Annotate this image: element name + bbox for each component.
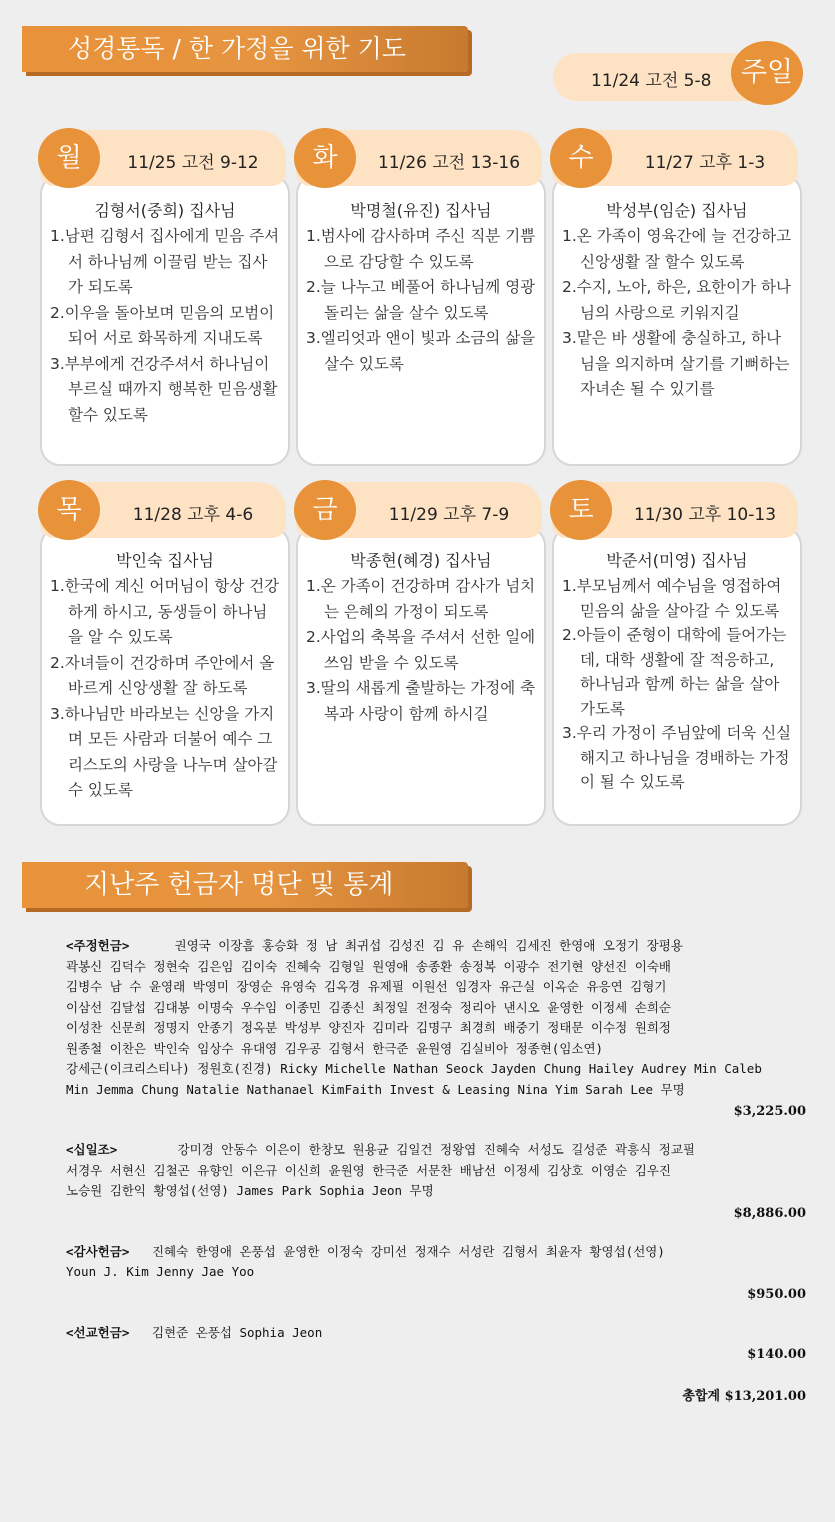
offering-amount: $950.00 bbox=[747, 1286, 806, 1302]
offering-amount: $8,886.00 bbox=[733, 1205, 806, 1221]
donor-names: 권영국 이장흠 홍승화 정 남 최귀섭 김성진 김 유 손해익 김세진 한영애 오정기 장평용 bbox=[174, 938, 683, 953]
category-label: <주정헌금> bbox=[66, 938, 130, 953]
day-badge: 금 bbox=[294, 480, 356, 540]
prayer-list bbox=[42, 224, 288, 428]
donor-names: 김현준 온풍섭 Sophia Jeon bbox=[151, 1324, 323, 1340]
section-title-offerings: 지난주 헌금자 명단 및 통계 bbox=[22, 862, 468, 908]
donor-names: 원종철 이찬은 박인숙 임상수 유대영 김우공 김형서 한극준 윤원영 김실비아 정종현(임소연) bbox=[66, 1040, 604, 1056]
family-name: 박성부(임순) 집사님 bbox=[606, 201, 748, 220]
sunday-reading-ref: 11/24 고전 5-8 bbox=[591, 71, 712, 91]
grand-total: 총합계 $13,201.00 bbox=[682, 1389, 806, 1404]
day-badge: 화 bbox=[294, 128, 356, 188]
prayer-list bbox=[554, 224, 800, 403]
reading-ref: 11/30 고후 10-13 bbox=[633, 505, 777, 525]
donor-names: 강미경 안동수 이은이 한창모 원용균 김일건 정왕엽 진혜숙 서성도 길성준 곽흥식 정교필 bbox=[177, 1142, 695, 1157]
prayer-item: 1.남편 김형서 집사에게 믿음 주셔서 하나님께 이끌림 받는 집사가 되도록 bbox=[50, 227, 280, 296]
prayer-list bbox=[554, 574, 800, 795]
offering-line bbox=[66, 1323, 806, 1344]
prayer-item: 2.수지, 노아, 하은, 요한이가 하나님의 사랑으로 키워지길 bbox=[562, 278, 791, 322]
sunday-day-badge: 주일 bbox=[731, 41, 803, 105]
offering-amount: $140.00 bbox=[747, 1347, 806, 1362]
donor-names: 강세근(이크리스티나) 정원호(진경) Ricky Michelle Nathan Seock Jayden Chung Hailey Audrey Min Caleb bbox=[66, 1061, 762, 1076]
prayer-item: 3.엘리엇과 앤이 빛과 소금의 삶을 살수 있도록 bbox=[306, 329, 536, 373]
family-name: 박명철(유진) 집사님 bbox=[350, 201, 492, 220]
donor-names: 곽봉신 김덕수 정현숙 김은임 김이숙 진혜숙 김형일 원영애 송종환 송정복 이광수 전기현 양선진 이숙배 bbox=[66, 958, 671, 974]
prayer-item: 1.한국에 계신 어머님이 항상 건강하게 하시고, 동생들이 하나님을 알 수 있도록 bbox=[50, 577, 280, 646]
prayer-item: 2.사업의 축복을 주셔서 선한 일에 쓰임 받을 수 있도록 bbox=[306, 628, 536, 672]
prayer-card-body bbox=[296, 526, 546, 826]
reading-ref: 11/25 고전 9-12 bbox=[127, 153, 259, 173]
offering-list bbox=[66, 936, 806, 1404]
prayer-card-body bbox=[40, 526, 290, 826]
prayer-list bbox=[42, 574, 288, 804]
family-name: 김형서(중희) 집사님 bbox=[94, 201, 236, 220]
prayer-list bbox=[298, 224, 544, 377]
day-badge: 월 bbox=[38, 128, 100, 188]
donor-names: Youn J. Kim Jenny Jae Yoo bbox=[66, 1264, 255, 1279]
prayer-card-body bbox=[552, 526, 802, 826]
prayer-item: 3.우리 가정이 주님앞에 더욱 신실해지고 하나님을 경배하는 가정이 될 수 있도록 bbox=[562, 724, 792, 791]
prayer-card-body bbox=[296, 174, 546, 466]
prayer-item: 2.늘 나누고 베풀어 하나님께 영광돌리는 삶을 살수 있도록 bbox=[306, 278, 536, 322]
prayer-item: 1.온 가족이 영육간에 늘 건강하고 신앙생활 잘 할수 있도록 bbox=[562, 227, 792, 271]
donor-names: 이삼선 김달섭 김대봉 이명숙 우수임 이종민 김종신 최정일 전정숙 정리아 낸시오 윤영한 이정세 손희순 bbox=[66, 999, 671, 1015]
offering-category-regular bbox=[66, 936, 806, 1122]
family-name: 박준서(미영) 집사님 bbox=[606, 551, 748, 570]
category-label: <선교헌금> bbox=[66, 1324, 130, 1340]
reading-ref: 11/26 고전 13-16 bbox=[377, 153, 521, 173]
reading-ref: 11/27 고후 1-3 bbox=[644, 153, 766, 173]
donor-names: Min Jemma Chung Natalie Nathanael KimFaith Invest & Leasing Nina Yim Sarah Lee 무명 bbox=[66, 1081, 685, 1097]
donor-names: 진혜숙 한영애 온풍섭 윤영한 이정숙 강미선 정재수 서성란 김형서 최윤자 황영섭(선영) bbox=[151, 1243, 665, 1259]
donor-names: 서경우 서현신 김철곤 유향인 이은규 이신희 윤원영 한극준 서문찬 배남선 이정세 김상호 이영순 김우진 bbox=[66, 1162, 671, 1178]
prayer-item: 3.하나님만 바라보는 신앙을 가지며 모든 사람과 더불어 예수 그리스도의 사랑을 나누며 살아갈 수 있도록 bbox=[50, 704, 278, 799]
donor-names: 노승원 김한익 황영섭(선영) James Park Sophia Jeon 무명 bbox=[66, 1183, 434, 1198]
prayer-item: 3.맡은 바 생활에 충실하고, 하나님을 의지하며 살기를 기뻐하는 자녀손 될 수 있기를 bbox=[562, 329, 790, 398]
category-label: <감사헌금> bbox=[66, 1243, 130, 1259]
reading-ref: 11/28 고후 4-6 bbox=[132, 505, 254, 525]
prayer-item: 2.자녀들이 건강하며 주안에서 올바르게 신앙생활 잘 하도록 bbox=[50, 653, 275, 697]
offering-amount: $3,225.00 bbox=[733, 1104, 806, 1119]
prayer-item: 1.부모님께서 예수님을 영접하여 믿음의 삶을 살아갈 수 있도록 bbox=[562, 577, 782, 620]
donor-names: 이성찬 신문희 정명지 안종기 정옥분 박성부 양진자 김미라 김명구 최경희 배중기 정태문 이수정 원희정 bbox=[66, 1020, 671, 1035]
offering-line bbox=[66, 1140, 806, 1161]
family-name: 박인숙 집사님 bbox=[116, 551, 214, 570]
offering-category-tithe bbox=[66, 1140, 806, 1224]
prayer-list bbox=[298, 574, 544, 727]
reading-ref: 11/29 고후 7-9 bbox=[388, 505, 510, 525]
day-badge: 수 bbox=[550, 128, 612, 188]
prayer-card-body bbox=[40, 174, 290, 466]
prayer-item: 3.부부에게 건강주셔서 하나님이 부르실 때까지 행복한 믿음생활 할수 있도록 bbox=[50, 354, 278, 424]
offering-line bbox=[66, 936, 806, 957]
day-badge: 토 bbox=[550, 480, 612, 540]
day-badge: 목 bbox=[38, 480, 100, 540]
offering-category-thanks bbox=[66, 1242, 806, 1305]
family-name: 박종현(혜경) 집사님 bbox=[350, 551, 492, 570]
prayer-item: 1.온 가족이 건강하며 감사가 넘치는 은혜의 가정이 되도록 bbox=[306, 577, 536, 621]
donor-names: 김병수 남 수 윤영래 박영미 장영순 유영숙 김옥경 유제필 이원선 임경자 유근실 이옥순 유응연 김형기 bbox=[66, 979, 667, 994]
prayer-card-body bbox=[552, 174, 802, 466]
category-label: <십일조> bbox=[66, 1142, 118, 1157]
prayer-item: 2.아들이 준형이 대학에 들어가는데, 대학 생활에 잘 적응하고, 하나님과 함께 하는 삶을 살아가도록 bbox=[562, 626, 787, 718]
prayer-item: 3.딸의 새롭게 출발하는 가정에 축복과 사랑이 함께 하시길 bbox=[306, 679, 536, 723]
offering-category-mission bbox=[66, 1323, 806, 1366]
prayer-item: 2.이우을 돌아보며 믿음의 모범이 되어 서로 화목하게 지내도록 bbox=[50, 303, 275, 347]
section-title-bible-reading: 성경통독 / 한 가정을 위한 기도 bbox=[22, 26, 468, 72]
prayer-item: 1.범사에 감사하며 주신 직분 기쁨으로 감당할 수 있도록 bbox=[306, 227, 536, 271]
offering-line bbox=[66, 1242, 806, 1263]
